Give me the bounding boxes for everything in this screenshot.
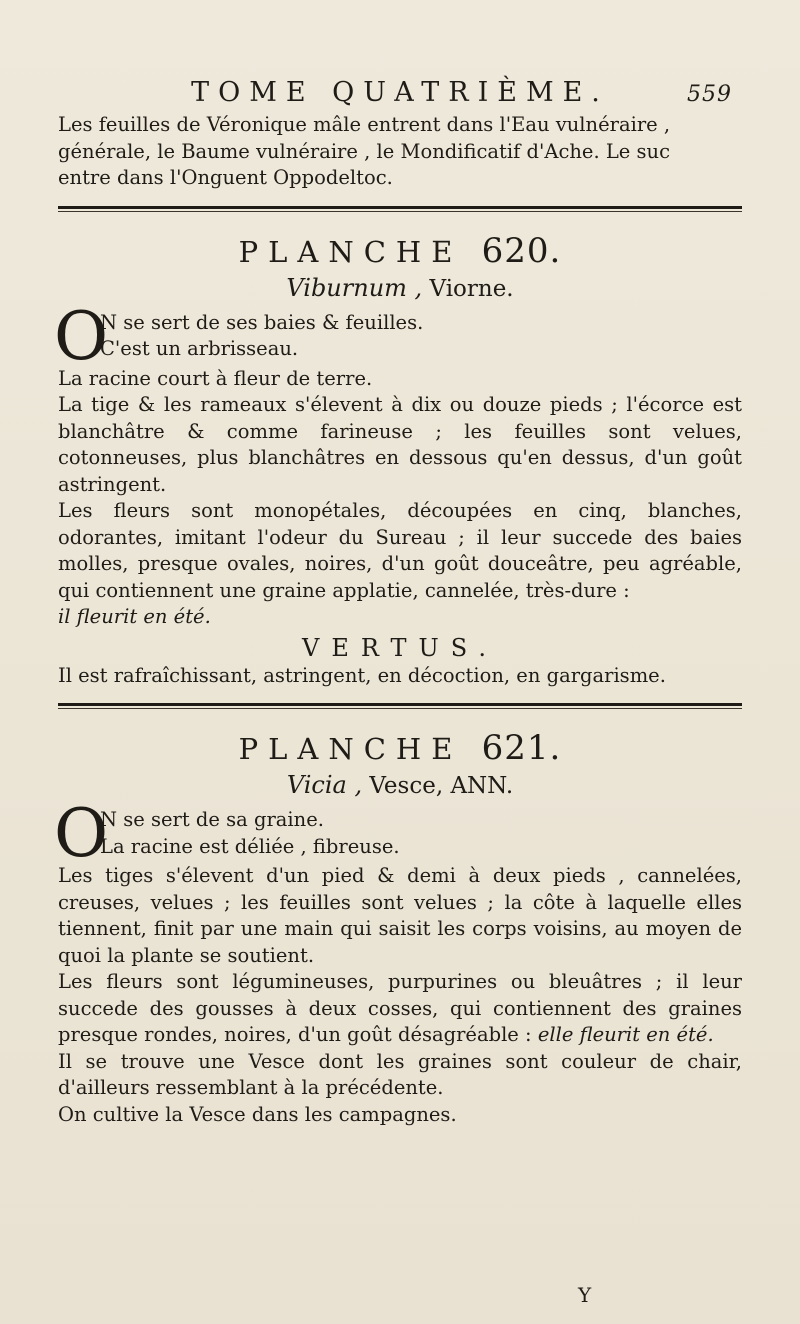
planche-621-stem-paragraph: Les tiges s'élevent d'un pied & demi à deux pieds , cannelées, creuses, velues ; les feuilles sont velues ; la côte à laquelle elles tiennent, finit par une main qui saisit les corps voisins, au moyen de quoi la plante se soutient. [58,864,742,967]
planche-621-latin-name: Vicia , [286,771,363,799]
planche-621-opening [54,795,742,872]
intro-line-3: entre dans l'Onguent Oppodeltoc. [58,166,393,189]
running-head [58,78,742,108]
planche-621-heading [58,728,742,768]
planche-621-opening-line-2: La racine est déliée , fibreuse. [100,834,400,858]
planche-620-opening [54,297,742,375]
planche-620-flower-paragraph [58,498,742,631]
section-divider [58,703,742,709]
planche-621-variety-paragraph: Il se trouve une Vesce dont les graines sont couleur de chair, d'ailleurs ressemblant à la précédente. [58,1049,742,1099]
planche-620-vertus-text: Il est rafraîchissant, astringent, en décoction, en gargarisme. [58,663,666,687]
planche-621-number: 621. [481,728,562,768]
intro-line-1: Les feuilles de Véronique mâle entrent dans l'Eau vulnéraire , [58,113,671,136]
planche-621-flower-text: Les fleurs sont légumineuses, purpurines ou bleuâtres ; il leur succede des gousses à deux cosses, qui contiennent des graines presque rondes, noires, d'un goût désagréable : [58,970,742,1046]
signature-mark: Y [578,1283,592,1307]
planche-620-section [54,230,742,690]
running-title: TOME QUATRIÈME. [191,77,609,108]
planche-621-section [54,728,742,1128]
page-number: 559 [687,82,732,107]
planche-621-dropcap: O [54,795,109,872]
section-divider [58,206,742,212]
planche-620-opening-line-1: N se sert de ses baies & feuilles. [100,310,424,334]
planche-621-plant-name [58,770,742,801]
planche-621-cultivation-paragraph: On cultive la Vesce dans les campagnes. [58,1102,457,1126]
planche-621-flowering: elle fleurit en été. [537,1023,714,1046]
planche-620-heading [58,230,742,271]
planche-620-word: PLANCHE [238,234,463,269]
planche-620-number: 620. [481,230,562,271]
planche-620-opening-line-2: C'est un arbrisseau. [100,337,299,360]
planche-620-common-name: Viorne. [429,275,514,302]
planche-620-root-paragraph: La racine court à fleur de terre. [58,366,373,390]
planche-621-opening-line-1: N se sert de sa graine. [100,808,324,831]
planche-620-flower-text: Les fleurs sont monopétales, découpées en cinq, blanches, odorantes, imitant l'odeur du Sureau ; il leur succede des baies molles, presque ovales, noires, d'un goût douceâtre, peu agréable, qui contiennent une graine applatie, cannelée, très-dure : [58,499,742,602]
planche-621-word: PLANCHE [238,732,463,766]
intro-line-2: générale, le Baume vulnéraire , le Mondificatif d'Ache. Le suc [58,139,671,163]
planche-620-flowering: il fleurit en été. [58,605,211,628]
planche-621-common-name: Vesce, ANN. [369,773,514,799]
intro-paragraph [58,112,742,192]
planche-620-plant-name [58,273,742,304]
planche-620-vertus-heading: VERTUS. [302,633,498,662]
planche-620-latin-name: Viburnum , [286,273,423,302]
planche-620-stem-paragraph: La tige & les rameaux s'élevent à dix ou douze pieds ; l'écorce est blanchâtre & comme farineuse ; les feuilles sont velues, cotonneuses, plus blanchâtres en dessous qu'en dessus, d'un goût astringent. [58,393,742,496]
planche-620-dropcap: O [54,297,109,375]
planche-621-flower-paragraph [58,969,742,1049]
